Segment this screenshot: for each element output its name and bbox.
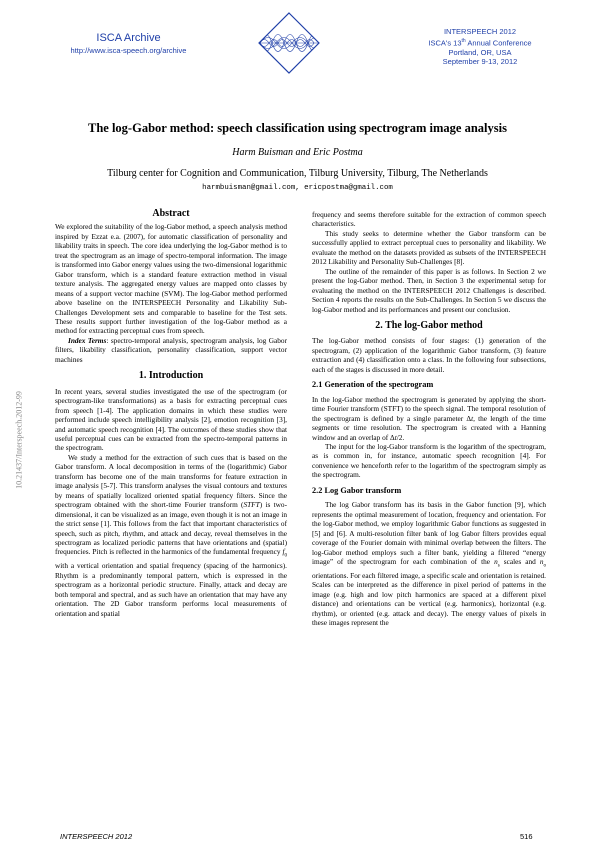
cont-paragraph-3: The outline of the remainder of this paper is as follows. In Section 2 we present the log-Gabor method. Then, in Section 3 the experimental setup for evaluating the method on the INTERSPEECH 2012 Challenges is described. Section 4 reports the results on the Sub-Challenges. In Section 5 we discuss the log-Gabor method and its performances and present our conclusion. bbox=[312, 266, 546, 314]
subsection-2-2-paragraph: The log Gabor transform has its basis in the Gabor function [9], which represents the optimal measurement of location, frequency and orientation. For the log-Gabor method, we employ logarithmic Gabor functions as suggested in [5] and [6]. A multi-resolution filter bank of log Gabor filters provides equal coverage of the Fourier domain with minimal overlap between the filters. The log-Gabor method employs such a filter bank, yielding a filtered “energy image” of the spectrogram for each combination of the $n_s$ scales and $n_o$ orientations. For each filtered image, a specific scale and orientation is retained. Scales can be interpreted as the difference in pixel period of patterns in the image (e.g. high and low pitch harmonics are spaced at a different pixel distance) and orientations can be vertical (e.g. harmonics), horizontal (e.g. rhythm), or oriented (e.g. attack and decay). The energy values of pixels in these images represent the bbox=[312, 500, 547, 628]
doi-stamp: 10.21437/Interspeech.2012-99 bbox=[14, 391, 24, 489]
conference-location: Portland, OR, USA bbox=[448, 47, 512, 57]
isca-logo-icon bbox=[258, 12, 320, 74]
paper-affiliation: Tilburg center for Cognition and Communication, Tilburg University, Tilburg, The Netherlands bbox=[107, 168, 488, 179]
abstract-text: We explored the suitability of the log-Gabor method, a speech analysis method inspired by Ezzat e.a. (2007), for automatic classification of personality and likability traits in speech. The core idea underlying the log-Gabor method is to treat the spectrogram as an image of spectro-temporal information. The image is transformed into Gabor energy values using the two-dimensional logarithmic Gabor transform, which is a standard feature extraction method in visual texture analysis. The aggregated energy values are mapped onto classes by means of a support vector machine (SVM). The log-Gabor method performed above baseline on the INTERSPEECH Personality and Likability Sub-Challenges Development sets and comparable to baseline for the Test sets. These results support further investigation of the log-Gabor method as a method for extracting perceptual cues from speech. bbox=[55, 222, 287, 336]
archive-name: ISCA Archive bbox=[96, 32, 161, 44]
archive-header bbox=[36, 32, 221, 55]
subsection-2-1-paragraph-2: The input for the log-Gabor transform is the logarithm of the spectrogram, as is common in, for instance, automatic speech recognition [4]. For convenience we henceforth refer to the logarithm of the spectrogram simply as the spectrogram. bbox=[312, 441, 546, 480]
paper-authors: Harm Buisman and Eric Postma bbox=[232, 147, 363, 158]
section-2-heading: 2. The log-Gabor method bbox=[375, 319, 483, 331]
intro-heading: 1. Introduction bbox=[138, 370, 204, 382]
paper-emails: harmbuisman@gmail.com, ericpostma@gmail.com bbox=[202, 184, 393, 192]
footer-page-number: 516 bbox=[520, 832, 533, 841]
section-2-paragraph: The log-Gabor method consists of four stages: (1) generation of the spectrogram, (2) application of the logarithmic Gabor transform, (3) feature extraction and (4) classification onto a class. In the following four subsections, each of the stages is discussed in more detail. bbox=[312, 336, 546, 374]
cont-paragraph-2: This study seeks to determine whether the Gabor transform can be successfully applied to extract perceptual cues to personality and likability. We evaluate the method on the datasets provided as subsets of the INTERSPEECH 2012 Likability and Personality Sub-Challenges [8]. bbox=[312, 228, 546, 267]
archive-url[interactable]: http://www.isca-speech.org/archive bbox=[70, 46, 187, 55]
conference-edition: ISCA's 13th Annual Conference bbox=[428, 37, 532, 47]
conference-header bbox=[400, 27, 560, 67]
subsection-2-1-paragraph-1: In the log-Gabor method the spectrogram is generated by applying the short-time Fourier transform (STFT) to the speech signal. The temporal resolution of the spectrogram is defined by a single parameter Δt, the length of the time segments or time resolution. The spectrogram is created with a Hanning window and an overlap of Δt/2. bbox=[312, 394, 546, 442]
abstract-heading: Abstract bbox=[152, 208, 190, 219]
intro-paragraph-1: In recent years, several studies investigated the use of the spectrogram (or spectrogram-like transformations) as a basis for extracting perceptual cues from speech [1-4]. The application domains in which these studies were performed include speech intelligibility analysis [2], emotion recognition [3], and automatic speech recognition [4]. The outcomes of these studies show that useful perceptual cues can be extracted from the spectro-temporal patterns in the spectrogram. bbox=[55, 386, 287, 453]
conference-dates: September 9-13, 2012 bbox=[442, 57, 518, 66]
subsection-2-1-heading: 2.1 Generation of the spectrogram bbox=[312, 380, 434, 390]
footer-conference: INTERSPEECH 2012 bbox=[60, 832, 133, 841]
index-terms: Index Terms: spectro-temporal analysis, spectrogram analysis, log Gabor filters, likability classification, personality classification, support vector machines bbox=[55, 335, 288, 364]
intro-paragraph-2: We study a method for the extraction of such cues that is based on the Gabor transform. A local decomposition in terms of the (logarithmic) Gabor transform has become one of the main transforms for feature extraction in image analysis [5-7]. This transform analyses the visual contours and textures by means of spatially localized oriented spatial frequency filters. Since the spectrogram obtained with the short-time Fourier transform (STFT) is two-dimensional, it can be visualized as an image, even though it is not an image in the strict sense [1]. This follows from the fact that important characteristics of speech, such as pitch, rhythm, and attack and decay, reveal themselves in the spectrogram as localized periodic patterns that have orientations and (spatial) frequencies. Pitch is reflected in the harmonics of the fundamental frequency $f_0$ with a vertical orientation and spatial frequency (spacing of the harmonics). Rhythm is a predominantly temporal pattern, which is expressed in the spectrogram as a horizontal periodic structure. Finally, attack and decay are both temporal and spectral, and as such have an orientation that may have any orientation. The 2D Gabor transform performs local measurements of orientation and spatial bbox=[55, 452, 287, 618]
left-column bbox=[55, 209, 287, 618]
right-column bbox=[312, 210, 546, 628]
conference-name: INTERSPEECH 2012 bbox=[443, 27, 517, 36]
cont-paragraph-1: frequency and seems therefore suitable for the extraction of common speech characteristics. bbox=[312, 210, 546, 229]
paper-title: The log-Gabor method: speech classification using spectrogram image analysis bbox=[88, 121, 507, 135]
subsection-2-2-heading: 2.2 Log Gabor transform bbox=[312, 485, 402, 495]
